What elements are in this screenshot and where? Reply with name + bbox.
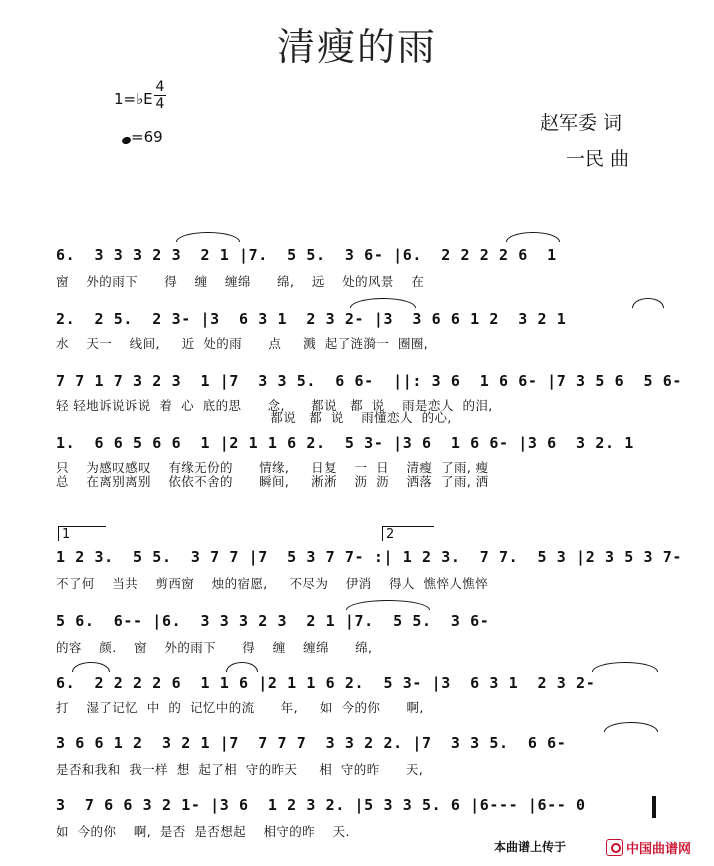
slur (632, 298, 664, 308)
slur (506, 232, 560, 242)
lyric-line: 都说 都 说 雨懂恋人 的心, (56, 410, 452, 425)
notation-line: 1 2 3. 5 5. 3 7 7 |7 5 3 7 7- :| 1 2 3. 7 7. 5 3 |2 3 5 3 7- (56, 548, 682, 566)
slur (176, 232, 240, 242)
key-signature: 1=♭E (114, 90, 153, 108)
lyric-line: 不了何 当共 剪西窗 烛的宿愿, 不尽为 伊消 得人 憔悴人憔悴 (56, 576, 489, 591)
time-sig-top: 4 (155, 79, 165, 95)
time-sig-bottom: 4 (155, 96, 165, 112)
lyric-line: 窗 外的雨下 得 缠 缠绵 绵, 远 处的风景 在 (56, 274, 425, 289)
tempo-value: =69 (131, 128, 163, 146)
lyricist-credit: 赵军委 词 (540, 112, 623, 134)
first-ending-label: 1 (62, 527, 71, 542)
song-title: 清瘦的雨 (276, 25, 437, 69)
lyric-line: 是否和我和 我一样 想 起了相 守的昨天 相 守的昨 天, (56, 762, 424, 777)
notation-line: 3 6 6 1 2 3 2 1 |7 7 7 7 3 3 2 2. |7 3 3 5. 6 6- (56, 734, 567, 752)
lyric-line: 的容 颜. 窗 外的雨下 得 缠 缠绵 绵, (56, 640, 373, 655)
notation-line: 3 7 6 6 3 2 1- |3 6 1 2 3 2. |5 3 3 5. 6 |6--- |6-- 0 (56, 796, 586, 814)
lyric-line: 只 为感叹感叹 有缘无份的 情缘, 日复 一 日 清瘦 了雨, 瘦 (56, 460, 489, 475)
first-ending-bracket (58, 526, 106, 541)
notation-line: 6. 3 3 3 2 3 2 1 |7. 5 5. 3 6- |6. 2 2 2 2 6 1 (56, 246, 557, 264)
site-logo[interactable] (606, 838, 691, 857)
slur (346, 600, 430, 610)
lyric-line: 总 在离别离别 依依不舍的 瞬间, 淅淅 沥 沥 洒落 了雨, 洒 (56, 474, 489, 489)
second-ending-label: 2 (386, 527, 395, 542)
slur (350, 298, 416, 308)
second-ending-bracket (382, 526, 434, 541)
site-logo-icon (606, 839, 623, 856)
notation-line: 2. 2 5. 2 3- |3 6 3 1 2 3 2- |3 3 6 6 1 2 3 2 1 (56, 310, 567, 328)
notation-line: 6. 2 2 2 2 6 1 1 6 |2 1 1 6 2. 5 3- |3 6 3 1 2 3 2- (56, 674, 596, 692)
notation-line: 7 7 1 7 3 2 3 1 |7 3 3 5. 6 6- ||: 3 6 1 6 6- |7 3 5 6 5 6- (56, 372, 682, 390)
lyric-line: 水 天一 线间, 近 处的雨 点 溅 起了涟漪一 圈圈, (56, 336, 429, 351)
lyric-line: 轻 轻地诉说诉说 着 心 底的思 念, 都说 都 说 雨是恋人 的泪, (56, 398, 493, 413)
slur (592, 662, 658, 672)
lyric-line: 如 今的你 啊, 是否 是否想起 相守的昨 天. (56, 824, 350, 839)
final-barline (652, 796, 656, 818)
lyric-line: 打 湿了记忆 中 的 记忆中的流 年, 如 今的你 啊, (56, 700, 424, 715)
slur (72, 662, 110, 672)
upload-note: 本曲谱上传于 (494, 840, 567, 854)
slur (226, 662, 258, 672)
composer-credit: 一民 曲 (566, 148, 630, 170)
notation-line: 1. 6 6 5 6 6 1 |2 1 1 6 2. 5 3- |3 6 1 6 6- |3 6 3 2. 1 (56, 434, 634, 452)
site-name: 中国曲谱网 (626, 842, 692, 857)
slur (604, 722, 658, 732)
notation-line: 5 6. 6-- |6. 3 3 3 2 3 2 1 |7. 5 5. 3 6- (56, 612, 490, 630)
tempo-marking (122, 128, 163, 146)
time-signature (154, 80, 166, 111)
